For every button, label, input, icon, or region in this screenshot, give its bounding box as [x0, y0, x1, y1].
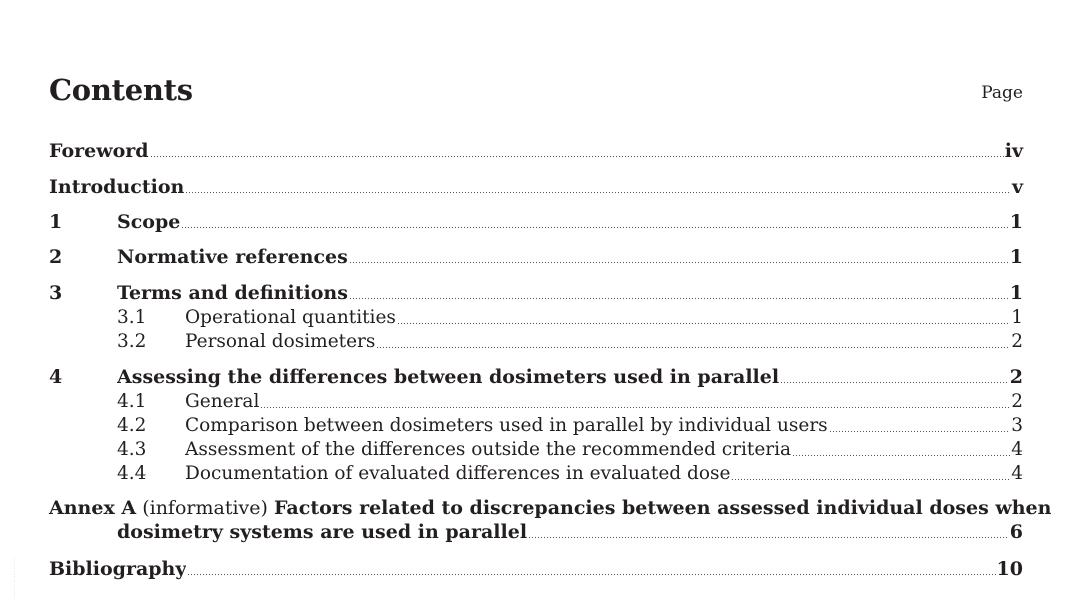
toc-entry-page: 2 — [1011, 391, 1023, 412]
toc-entry-page: 1 — [1011, 307, 1023, 328]
dot-leader — [349, 296, 1009, 300]
toc-entry-title: Scope — [117, 211, 181, 233]
margin-edge-marks: ················ — [12, 556, 18, 598]
toc-entry-personal-dosimeters[interactable] — [49, 330, 1023, 354]
toc-entry-scope[interactable] — [49, 210, 1023, 234]
toc-entry-foreword[interactable] — [49, 139, 1023, 163]
toc-entry-title: Comparison between dosimeters used in parallel by individual users — [185, 415, 828, 436]
toc-entry-introduction[interactable] — [49, 175, 1023, 199]
toc-entry-page: v — [1011, 176, 1023, 198]
page-column-label: Page — [981, 83, 1023, 103]
toc-entry-number: 1 — [49, 211, 63, 233]
toc-entry-title: Personal dosimeters — [185, 331, 376, 352]
annex-title-part-1: Factors related to discrepancies between assessed individual doses when — [273, 497, 1052, 519]
toc-entry-comparison[interactable] — [49, 414, 1023, 438]
toc-entry-page: 4 — [1011, 463, 1023, 484]
dot-leader — [829, 429, 1011, 433]
toc-entry-number: 4 — [49, 366, 63, 388]
toc-entry-documentation[interactable] — [49, 462, 1023, 486]
toc-entry-title: Assessing the differences between dosimeters used in parallel — [117, 366, 780, 388]
toc-entry-number: 3.1 — [117, 307, 147, 328]
toc-entry-number: 4.1 — [117, 391, 147, 412]
toc-entry-title: Terms and definitions — [117, 282, 348, 304]
annex-title-part-2: dosimetry systems are used in parallel — [117, 521, 528, 543]
toc-entry-assessing-differences[interactable] — [49, 365, 1023, 389]
toc-entry-number: 4.4 — [117, 463, 147, 484]
contents-page — [49, 0, 1052, 612]
toc-entry-page: 10 — [996, 558, 1023, 580]
dot-leader — [376, 345, 1010, 349]
toc-entry-number: 3.2 — [117, 331, 147, 352]
toc-entry-title: Introduction — [49, 176, 185, 198]
annex-label: Annex A — [49, 497, 137, 519]
dot-leader — [731, 477, 1010, 481]
page-title: Contents — [49, 73, 193, 107]
dot-leader — [150, 154, 1004, 158]
toc-entry-page: 1 — [1009, 211, 1023, 233]
toc-entry-number: 4.2 — [117, 415, 147, 436]
dot-leader — [349, 260, 1009, 264]
dot-leader — [187, 572, 995, 576]
toc-entry-page: 3 — [1011, 415, 1023, 436]
dot-leader — [185, 190, 1011, 194]
toc-entry-title: Operational quantities — [185, 307, 396, 328]
toc-entry-page: 1 — [1009, 282, 1023, 304]
toc-entry-page: 2 — [1009, 366, 1023, 388]
dot-leader — [528, 535, 1009, 539]
toc-entry-annex-a[interactable] — [49, 496, 1052, 548]
annex-title-line-2 — [49, 520, 1023, 544]
toc-entry-bibliography[interactable] — [49, 557, 1023, 581]
dot-leader — [397, 321, 1010, 325]
dot-leader — [792, 453, 1010, 457]
toc-entry-number: 2 — [49, 246, 63, 268]
toc-entry-title: Normative references — [117, 246, 348, 268]
dot-leader — [260, 405, 1010, 409]
toc-entry-title: General — [185, 391, 260, 412]
toc-entry-page: 1 — [1009, 246, 1023, 268]
toc-entry-page: 6 — [1009, 521, 1023, 543]
toc-entry-title: Foreword — [49, 140, 149, 162]
toc-entry-assessment-outside-criteria[interactable] — [49, 438, 1023, 462]
annex-title-line-1 — [49, 496, 1052, 520]
toc-entry-operational-quantities[interactable] — [49, 306, 1023, 330]
toc-entry-title: Documentation of evaluated differences in evaluated dose — [185, 463, 731, 484]
dot-leader — [780, 380, 1009, 384]
contents-heading — [49, 72, 1023, 108]
dot-leader — [181, 225, 1008, 229]
toc-entry-title: Assessment of the differences outside the recommended criteria — [185, 439, 792, 460]
toc-entry-normative-references[interactable] — [49, 245, 1023, 269]
toc-entry-page: 4 — [1011, 439, 1023, 460]
annex-qualifier: (informative) — [142, 497, 268, 519]
toc-entry-number: 4.3 — [117, 439, 147, 460]
toc-entry-page: 2 — [1011, 331, 1023, 352]
toc-entry-title: Bibliography — [49, 558, 187, 580]
toc-entry-page: iv — [1004, 140, 1023, 162]
toc-entry-terms-and-definitions[interactable] — [49, 281, 1023, 305]
toc-entry-number: 3 — [49, 282, 63, 304]
toc-entry-general[interactable] — [49, 390, 1023, 414]
